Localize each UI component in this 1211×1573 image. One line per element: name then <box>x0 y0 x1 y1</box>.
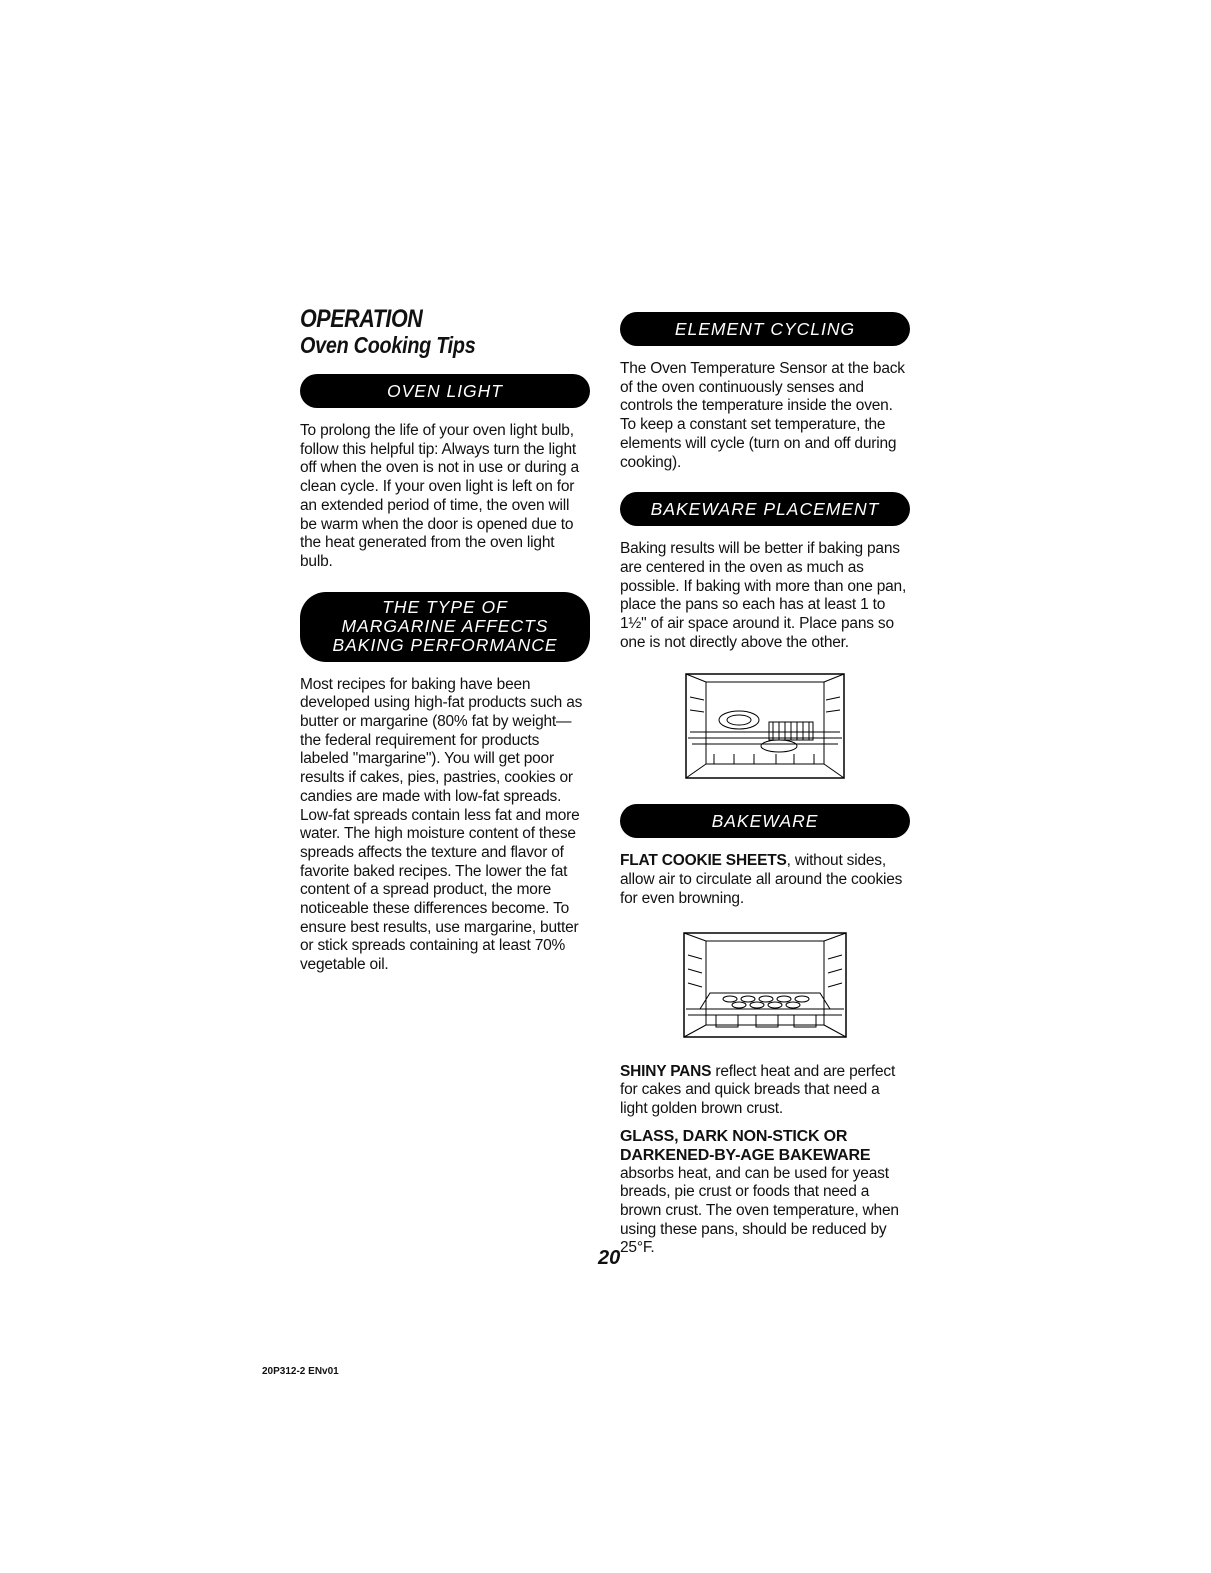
margarine-heading-line-1: THE TYPE OF <box>382 596 508 617</box>
margarine-heading-line-3: BAKING PERFORMANCE <box>332 634 558 655</box>
element-cycling-text: The Oven Temperature Sensor at the back of the oven continuously senses and controls the temperature inside the oven. To keep a constant set temperature, the elements will cycle (turn on and off during cooking). <box>620 360 905 471</box>
element-cycling-heading: ELEMENT CYCLING <box>620 312 910 346</box>
shiny-pans-label: SHINY PANS <box>620 1062 712 1080</box>
glass-bakeware-heading: GLASS, DARK NON-STICK OR DARKENED-BY-AGE BAKEWARE <box>620 1127 871 1164</box>
bakeware-heading: BAKEWARE <box>620 804 910 838</box>
page-number: 20 <box>598 1247 621 1269</box>
oven-light-heading: OVEN LIGHT <box>300 374 590 408</box>
margarine-heading <box>300 592 590 662</box>
bakeware-placement-heading: BAKEWARE PLACEMENT <box>620 492 910 526</box>
left-column <box>300 306 590 995</box>
cookie-sheet-illustration <box>680 929 850 1041</box>
right-column <box>620 312 910 1278</box>
page-title: Oven Cooking Tips <box>300 332 476 358</box>
flat-cookie-sheets-text <box>620 852 910 908</box>
margarine-text: Most recipes for baking have been developed using high-fat products such as butter or margarine (80% fat by weight—the federal requirement for products labeled "margarine"). You will get poor results if cakes, pies, pastries, cookies or candies are made with low-fat spreads. Low-fat spreads contain less fat and more water. The high moisture content of these spreads affects the texture and flavor of favorite baked recipes. The lower the fat content of a spread product, the more noticeable these differences become. To ensure best results, use margarine, butter or stick spreads containing at least 70% vegetable oil. <box>300 675 583 974</box>
flat-cookie-sheets-label: FLAT COOKIE SHEETS <box>620 852 787 870</box>
oven-pans-illustration <box>684 672 846 782</box>
bakeware-placement-text: Baking results will be better if baking pans are centered in the oven as much as possible. If baking with more than one pan, place the pans so each has at least 1 to 1½" of air space around it. Place pans so one is not directly above the other. <box>620 540 907 651</box>
margarine-heading-line-2: MARGARINE AFFECTS <box>341 615 549 636</box>
glass-bakeware-text: absorbs heat, and can be used for yeast breads, pie crust or foods that need a brown crust. The oven temperature, when using these pans, should be reduced by 25°F. <box>620 1164 899 1257</box>
section-label: OPERATION <box>300 305 423 333</box>
shiny-pans-desc: reflect heat and are perfect for cakes and quick breads that need a light golden brown crust. <box>620 1062 896 1117</box>
flat-cookie-sheets-desc: , without sides, allow air to circulate all around the cookies for even browning. <box>620 852 903 907</box>
document-code: 20P312-2 ENv01 <box>262 1366 339 1377</box>
oven-light-text: To prolong the life of your oven light bulb, follow this helpful tip: Always turn the light off when the oven is not in use or during a clean cycle. If your oven light is left on for an extended period of time, the oven will be warm when the door is opened due to the heat generated from the oven light bulb. <box>300 422 579 570</box>
shiny-pans-text <box>620 1063 910 1119</box>
